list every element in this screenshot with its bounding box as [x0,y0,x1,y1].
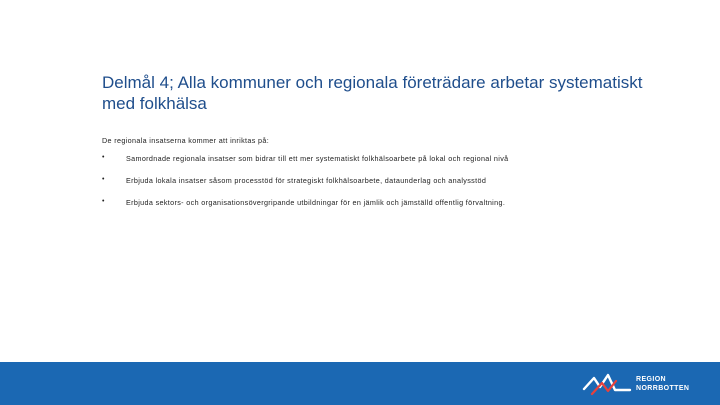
logo-text-line2: NORRBOTTEN [636,385,690,392]
bullet-marker: • [102,198,105,205]
region-norrbotten-logo-icon [582,369,712,399]
intro-text: De regionala insatserna kommer att inriktas på: [102,136,270,145]
slide-title: Delmål 4; Alla kommuner och regionala företrädare arbetar systematiskt med folkhälsa [102,73,643,113]
bullet-marker: • [102,176,105,183]
bullet-text: Erbjuda sektors- och organisationsövergripande utbildningar för en jämlik och jämställd offentlig förvaltning. [126,198,506,207]
logo-text-line1: REGION [636,376,667,383]
bullet-marker: • [102,154,105,161]
bullet-text: Samordnade regionala insatser som bidrar till ett mer systematiskt folkhälsoarbete på lokal och regional nivå [126,154,509,163]
bullet-text: Erbjuda lokala insatser såsom processtöd för strategiskt folkhälsoarbete, dataunderlag och analysstöd [126,176,487,185]
